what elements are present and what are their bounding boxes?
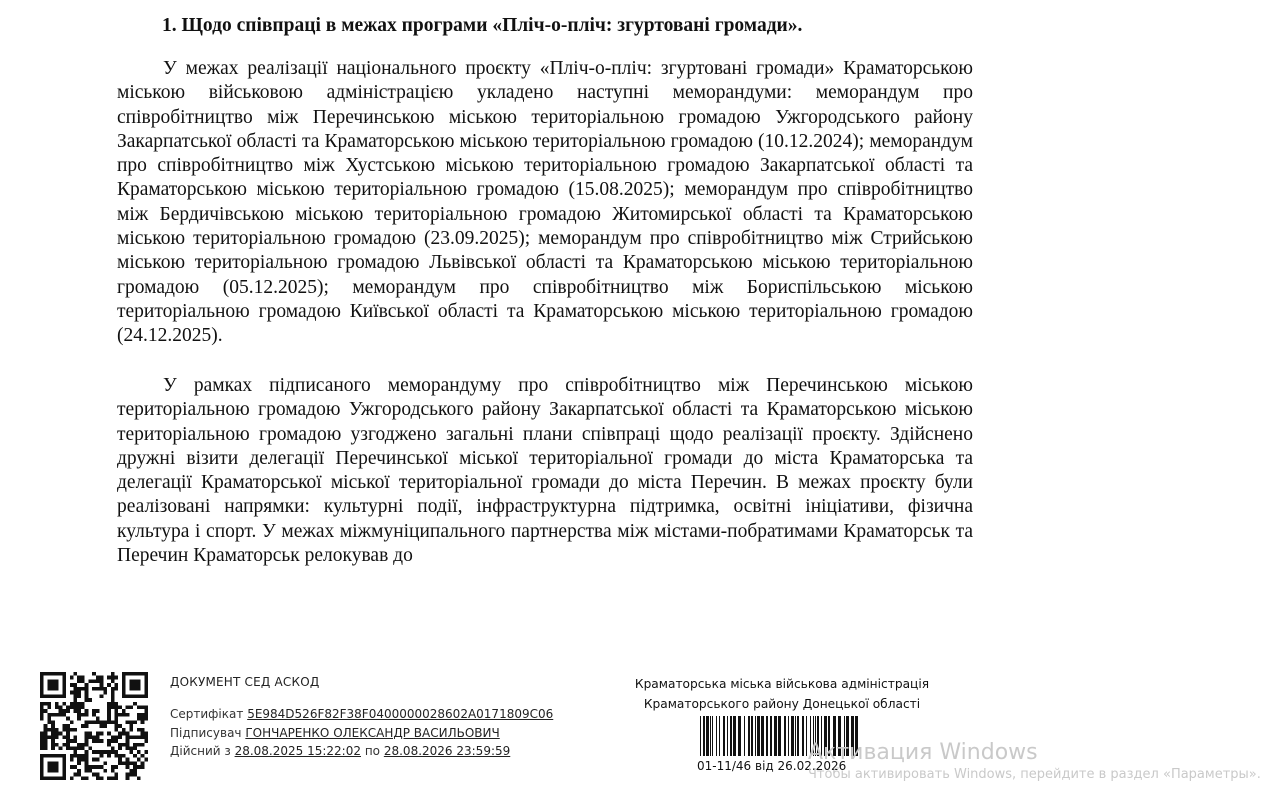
paragraph-text: У межах реалізації національного проєкту «Пліч-о-пліч: згуртовані громади» Краматорською міською військовою адміністрацією укладено наступні меморандуми: меморандум про співробітництво між Перечинською міською територіальною громадою Ужгородського району Закарпатської області та Краматорською міською територіальною громадою (10.12.2024); меморандум про співробітництво між Хустською міською територіальною громадою Закарпатської області та Краматорською міською територіальною громадою (15.08.2025); меморандум про співробітництво між Бердичівською міською територіальною громадою Житомирської області та Краматорською міською територіальною громадою (23.09.2025); меморандум про співробітництво між Стрийською міською територіальною громадою Львівської області та Краматорською міською територіальною громадою (05.12.2025); меморандум про співробітництво між Бориспільською міською територіальною громадою Київської області та Краматорською міською територіальною громадою (24.12.2025). — [117, 58, 973, 347]
signer-row — [170, 726, 500, 740]
signer-value: ГОНЧАРЕНКО ОЛЕКСАНДР ВАСИЛЬОВИЧ — [245, 726, 500, 740]
windows-activation-watermark — [808, 740, 1261, 784]
certificate-label: Сертифікат — [170, 707, 244, 721]
section-heading: 1. Щодо співпраці в межах програми «Пліч-о-пліч: згуртовані громади». — [162, 15, 803, 36]
organization-block — [606, 674, 958, 714]
paragraph-text: У рамках підписаного меморандуму про співробітництво між Перечинською міською територіальною громадою Ужгородського району Закарпатської області та Краматорською міською територіальною громадою узгоджено загальні плани співпраці щодо реалізації проєкту. Здійснено дружні візити делегації Перечинської міської територіальної громади до міста Краматорська та делегації Краматорської міської територіальної громади до міста Перечин. В межах проєкту були реалізовані напрямки: культурні події, інфраструктурна підтримка, освітні ініціативи, фізична культура і спорт. У межах міжмуніципального партнерства між містами-побратимами Краматорськ та Перечин Краматорськ релокував до — [117, 375, 973, 567]
stamp-title: ДОКУМЕНТ СЕД АСКОД — [170, 675, 320, 689]
validity-row — [170, 744, 510, 758]
valid-to-value: 28.08.2026 23:59:59 — [383, 744, 511, 758]
body-paragraph-memoranda — [117, 57, 973, 349]
valid-to-label: по — [364, 744, 381, 758]
signer-label: Підписувач — [170, 726, 242, 740]
registration-number: 01-11/46 від 26.02.2026 — [697, 759, 847, 773]
valid-from-label: Дійсний з — [170, 744, 231, 758]
organization-district: Краматорського району Донецької області — [643, 697, 921, 711]
body-paragraph-cooperation — [117, 374, 973, 568]
certificate-row — [170, 707, 553, 721]
watermark-subtitle: Чтобы активировать Windows, перейдите в раздел «Параметры». — [808, 767, 1261, 782]
certificate-value: 5E984D526F82F38F0400000028602A0171809C06 — [247, 707, 554, 721]
organization-name: Краматорська міська військова адміністрація — [634, 677, 930, 691]
qr-code-icon — [40, 672, 148, 780]
valid-from-value: 28.08.2025 15:22:02 — [234, 744, 361, 758]
watermark-title: Активация Windows — [808, 740, 1038, 765]
